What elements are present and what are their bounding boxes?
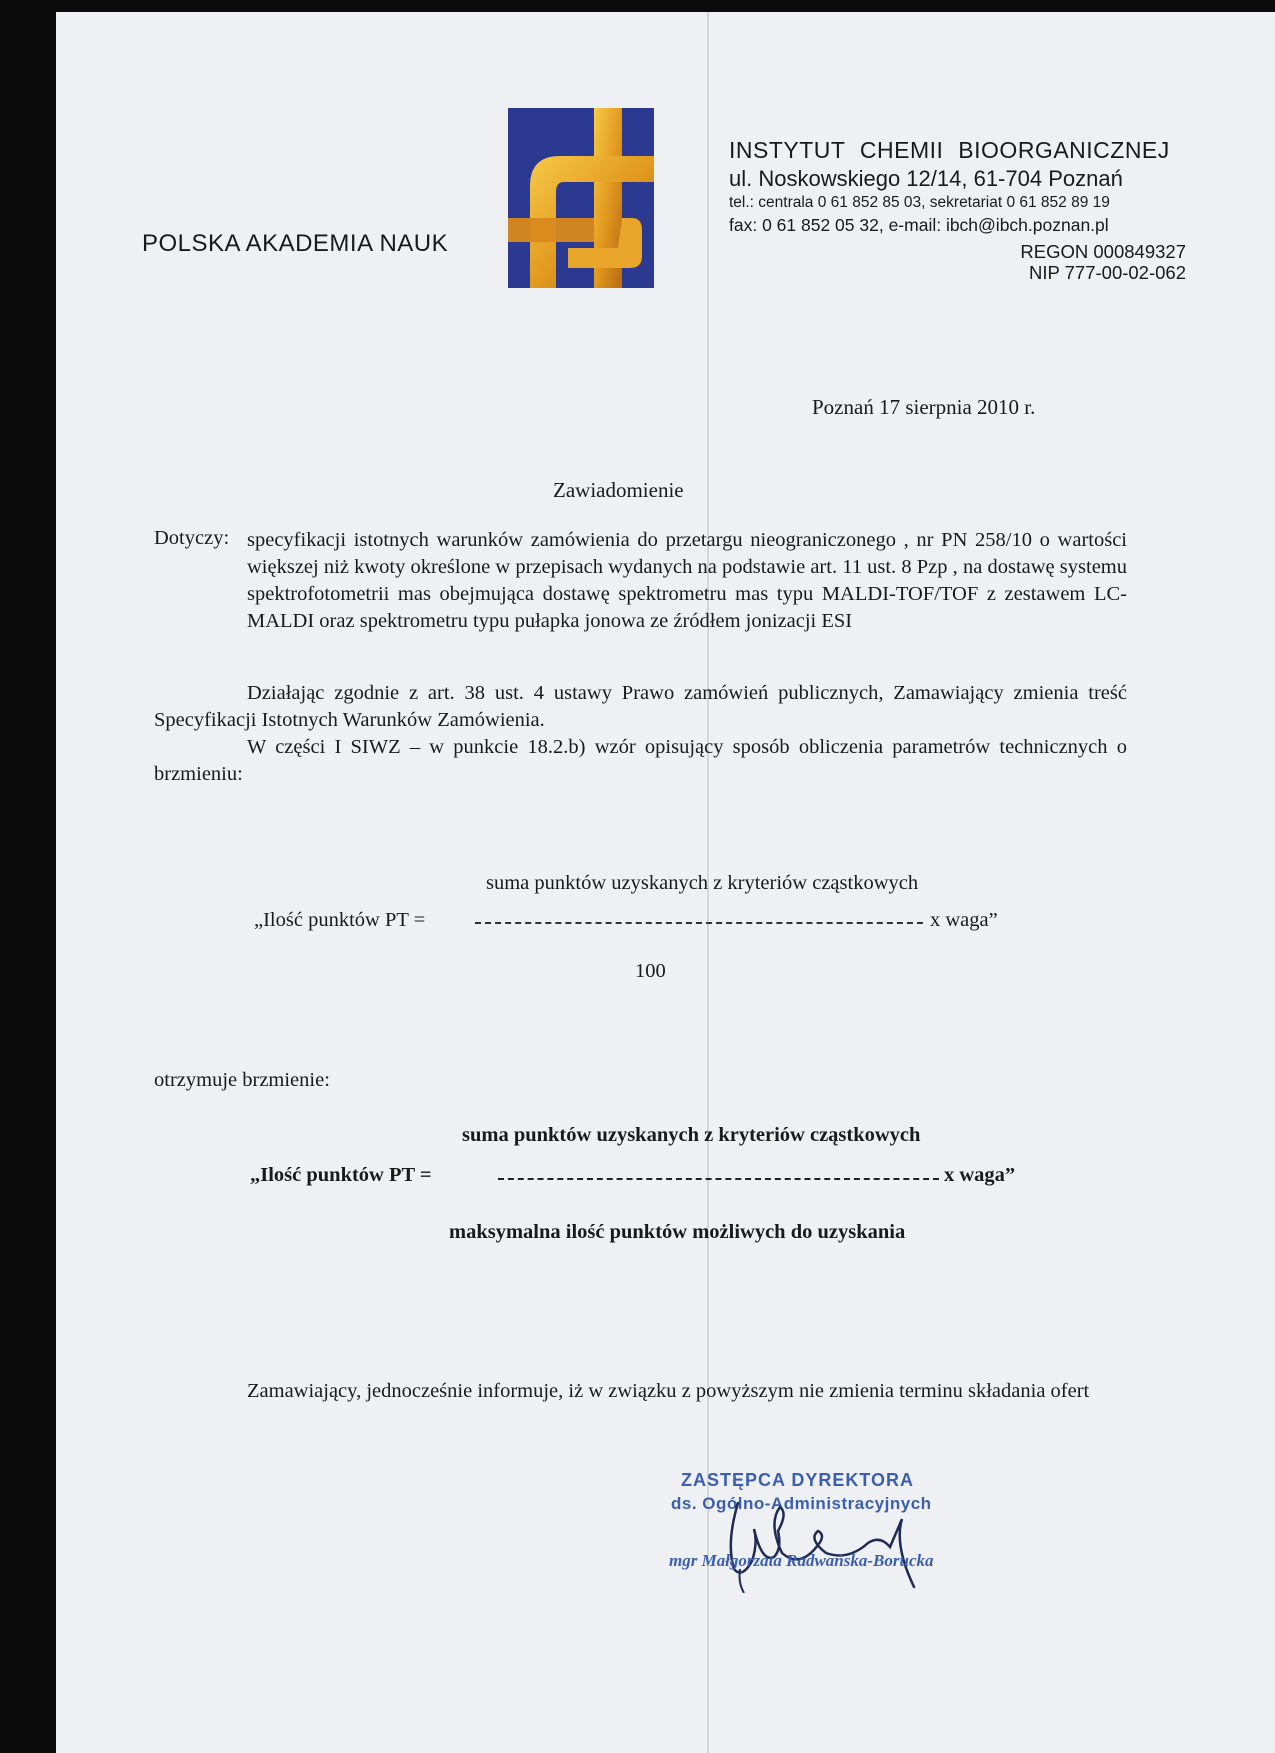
formula-old-fraction-line <box>475 922 923 924</box>
receives-label: otrzymuje brzmienie: <box>154 1069 330 1091</box>
regarding-label: Dotyczy: <box>154 527 230 549</box>
formula-new-denominator: maksymalna ilość punktów możliwych do uzyskania <box>449 1221 906 1243</box>
formula-old-rhs: x waga” <box>930 909 998 931</box>
institute-regon: REGON 000849327 <box>1020 241 1186 262</box>
formula-old-numerator: suma punktów uzyskanych z kryteriów cząstkowych <box>486 872 919 894</box>
formula-new-numerator: suma punktów uzyskanych z kryteriów cząstkowych <box>462 1124 921 1146</box>
institute-fax-email: fax: 0 61 852 05 32, e-mail: ibch@ibch.poznan.pl <box>729 215 1109 235</box>
institute-name: INSTYTUT CHEMII BIOORGANICZNEJ <box>729 137 1170 163</box>
formula-old-denominator: 100 <box>635 960 666 982</box>
stamp-title: ZASTĘPCA DYREKTORA <box>681 1470 915 1490</box>
formula-new-fraction-line <box>498 1178 939 1180</box>
stamp-department: ds. Ogólno-Administracyjnych <box>671 1494 932 1513</box>
formula-new-lhs: „Ilość punktów PT = <box>250 1164 432 1186</box>
letter-title: Zawiadomienie <box>553 478 684 502</box>
paragraph-change-scope: W części I SIWZ – w punkcie 18.2.b) wzór opisujący sposób obliczenia parametrów technicznych o brzmieniu: <box>154 736 1127 785</box>
ibch-logo-icon <box>508 108 654 288</box>
letter-date: Poznań 17 sierpnia 2010 r. <box>812 395 1036 419</box>
institute-address: ul. Noskowskiego 12/14, 61-704 Poznań <box>729 166 1123 191</box>
formula-new-rhs: x waga” <box>944 1164 1016 1186</box>
formula-old-lhs: „Ilość punktów PT = <box>254 909 426 931</box>
regarding-text: specyfikacji istotnych warunków zamówienia do przetargu nieograniczonego , nr PN 258/10 o wartości większej niż kwoty określone w przepisach wydanych na podstawie art. 11 ust. 8 Pzp , na dostawę systemu spektrofotometrii mas obejmująca dostawę spektrometru mas typu MALDI-TOF/TOF z zestawem LC-MALDI oraz spektrometru typu pułapka jonowa ze źródłem jonizacji ESI <box>247 529 1127 632</box>
paragraph-legal-basis: Działając zgodnie z art. 38 ust. 4 ustawy Prawo zamówień publicznych, Zamawiający zmienia treść Specyfikacji Istotnych Warunków Zamówienia. <box>154 682 1127 731</box>
handwritten-signature-icon <box>718 1483 934 1593</box>
academy-name: POLSKA AKADEMIA NAUK <box>142 230 449 257</box>
institute-nip: NIP 777-00-02-062 <box>1028 262 1186 283</box>
paragraph-deadline-info: Zamawiający, jednocześnie informuje, iż w związku z powyższym nie zmienia terminu składania ofert <box>247 1380 1090 1402</box>
stamp-signatory-name: mgr Małgorzata Radwańska-Borucka <box>669 1551 934 1570</box>
institute-phones: tel.: centrala 0 61 852 85 03, sekretariat 0 61 852 89 19 <box>729 194 1110 211</box>
